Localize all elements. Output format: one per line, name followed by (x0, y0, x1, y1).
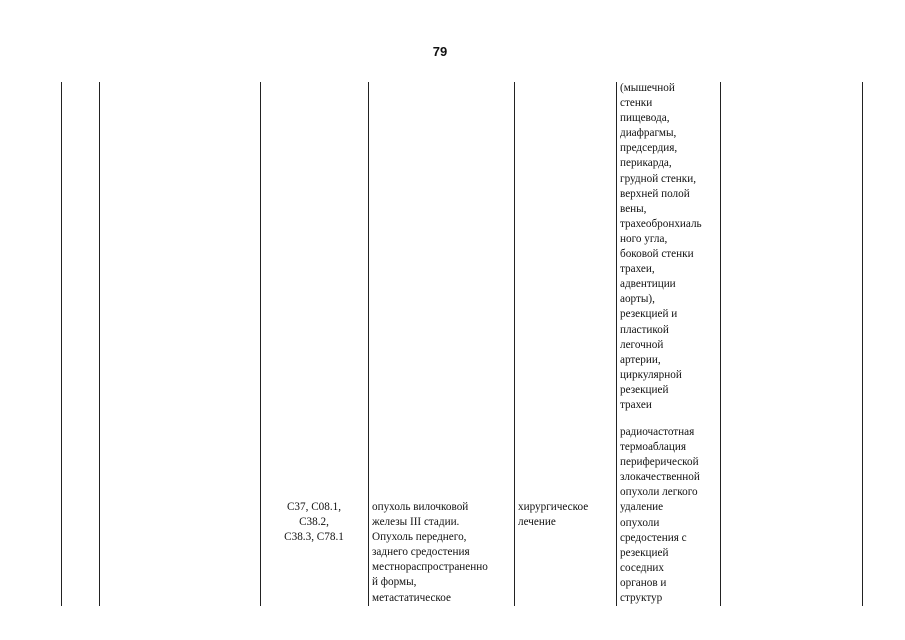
column-border (260, 82, 261, 606)
icd-codes-cell: C37, C08.1, C38.2, C38.3, C78.1 (284, 501, 344, 544)
column-border (514, 82, 515, 606)
treatment-method-cell: радиочастотная термоаблация периферической злокачественной опухоли легкого удаление опухоли средостения с резекцией соседних органов и структур (620, 426, 700, 605)
column-border (61, 82, 62, 606)
column-border (616, 82, 617, 606)
treatment-type-cell: хирургическое лечение (518, 501, 589, 529)
treatment-method-continuation: (мышечной стенки пищевода, диафрагмы, предсердия, перикарда, грудной стенки, верхней полой вены, трахеобронхиаль ного угла, боковой стенки трахеи, адвентиции аорты), резекцией и пластикой легочной артерии, циркулярной резекцией трахеи (620, 82, 702, 411)
page-number: 79 (432, 44, 448, 59)
diagnosis-cell: опухоль вилочковой железы III стадии. Опухоль переднего, заднего средостения местнораспространенно й формы, метастатическое (372, 501, 488, 604)
column-border (720, 82, 721, 606)
column-border (862, 82, 863, 606)
column-border (368, 82, 369, 606)
column-border (99, 82, 100, 606)
